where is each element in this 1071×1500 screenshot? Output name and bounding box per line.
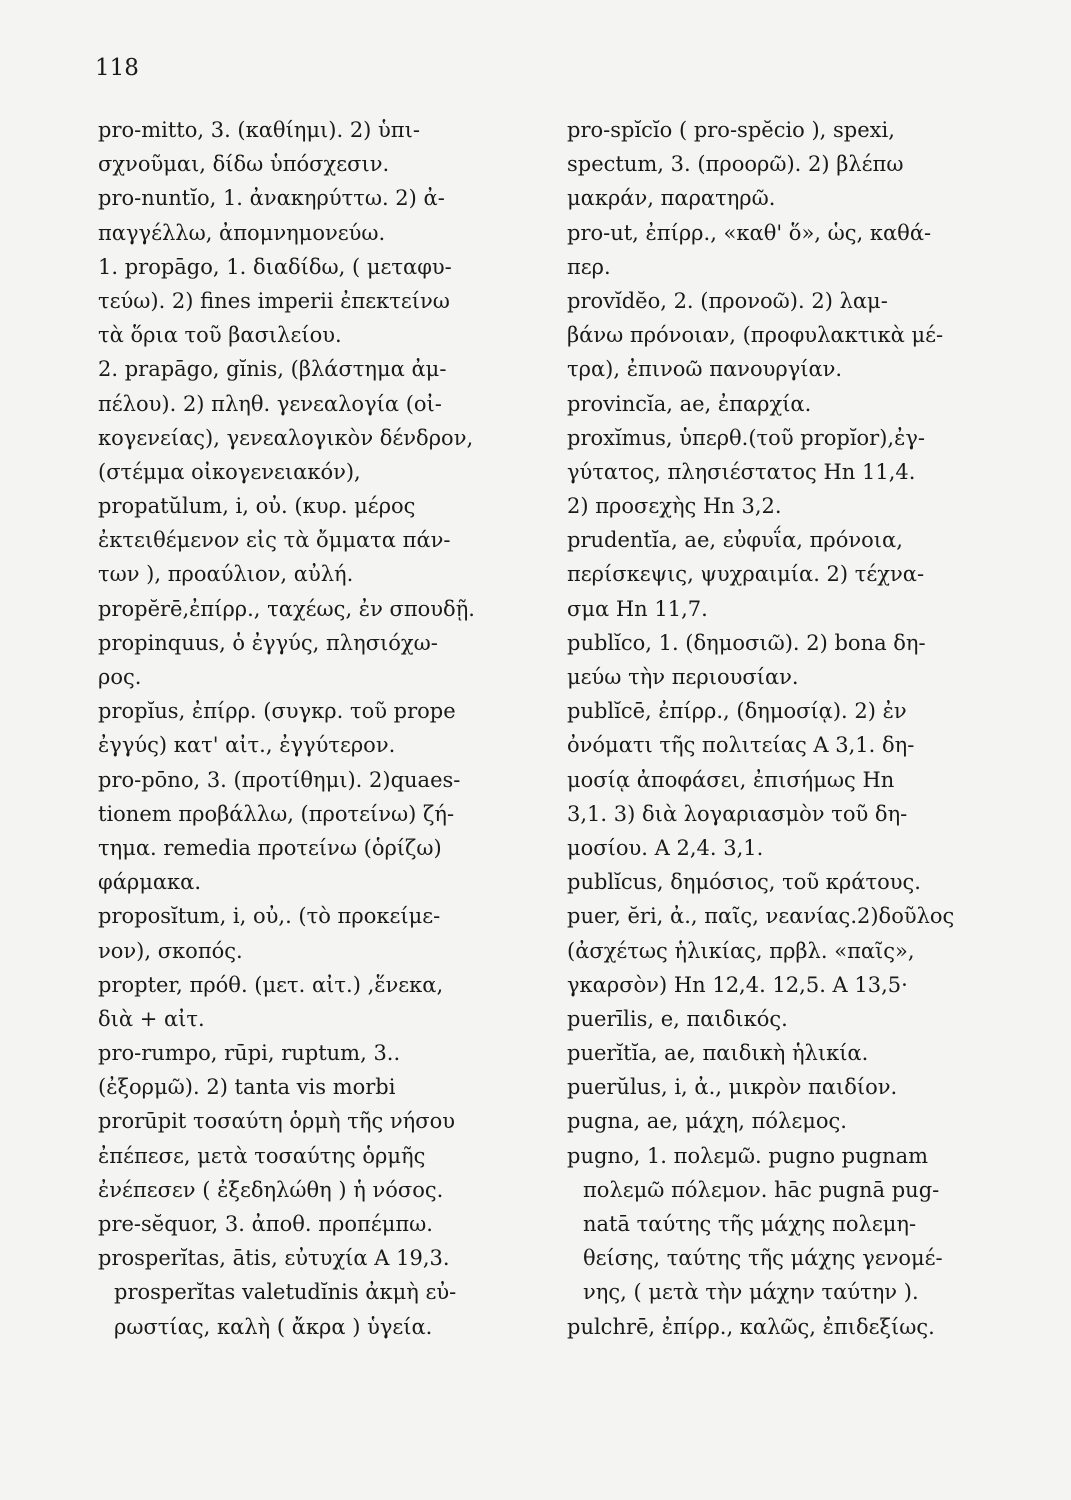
dictionary-line: τημα. remedia προτείνω (ὁρίζω) [98, 835, 442, 860]
dictionary-line: publĭco, 1. (δημοσιῶ). 2) bona δη- [567, 630, 926, 655]
dictionary-line: pre-sĕquor, 3. ἀποθ. προπέμπω. [98, 1212, 433, 1236]
dictionary-line: natā ταύτης τῆς μάχης πολεμη- [583, 1212, 917, 1236]
dictionary-line: ρωστίας, καλὴ ( ἄκρα ) ὑγεία. [114, 1314, 433, 1339]
dictionary-line: μοσίᾳ ἀποφάσει, ἐπισήμως Hn [567, 767, 895, 792]
dictionary-line: propter, πρόθ. (μετ. αἰτ.) ,ἕνεκα, [98, 972, 444, 997]
dictionary-line: prudentĭa, ae, εὐφυΐα, πρόνοια, [567, 528, 903, 553]
dictionary-line: pro-spĭcĭo ( pro-spĕcio ), spexi, [567, 118, 895, 142]
dictionary-line: tionem προβάλλω, (προτείνω) ζή- [98, 801, 455, 826]
dictionary-line: provincĭa, ae, ἐπαρχία. [567, 391, 812, 416]
dictionary-line: γύτατος, πλησιέστατος Hn 11,4. [567, 459, 916, 484]
dictionary-line: περίσκεψις, ψυχραιμία. 2) τέχνα- [567, 562, 925, 587]
dictionary-line: γκαρσὸν) Hn 12,4. 12,5. A 13,5· [567, 972, 908, 997]
dictionary-line: των ), προαύλιον, αὐλή. [98, 562, 354, 587]
dictionary-line: ἐνέπεσεν ( ἐξεδηλώθη ) ἡ νόσος. [98, 1177, 444, 1202]
dictionary-line: ἐκτειθέμενον εἰς τὰ ὄμματα πάν- [98, 528, 451, 553]
dictionary-line: pugno, 1. πολεμῶ. pugno pugnam [567, 1143, 929, 1168]
dictionary-line: pro-mitto, 3. (καθίημι). 2) ὑπι- [98, 118, 420, 142]
dictionary-line: pugna, ae, μάχη, πόλεμος. [567, 1109, 847, 1134]
dictionary-line: σμα Hn 11,7. [567, 596, 708, 621]
dictionary-line: puerīlis, e, παιδικός. [567, 1006, 788, 1031]
dictionary-line: publĭcus, δημόσιος, τοῦ κράτους. [567, 870, 921, 895]
right-column [567, 113, 1007, 1344]
dictionary-line: βάνω πρόνοιαν, (προφυλακτικὰ μέ- [567, 323, 944, 348]
dictionary-line: τὰ ὅρια τοῦ βασιλείου. [98, 323, 342, 348]
dictionary-line: pro-rumpo, rūpi, ruptum, 3.. [98, 1041, 401, 1066]
dictionary-line: pulchrē, ἐπίρρ., καλῶς, ἐπιδεξίως. [567, 1314, 935, 1339]
dictionary-line: νης, ( μετὰ τὴν μάχην ταύτην ). [583, 1280, 919, 1305]
page-number: 118 [95, 55, 139, 81]
dictionary-line: φάρμακα. [98, 870, 202, 895]
left-column [98, 113, 538, 1344]
dictionary-line: περ. [567, 254, 611, 279]
dictionary-line: πέλου). 2) πληθ. γενεαλογία (οἰ- [98, 391, 442, 416]
dictionary-line: 2. prapāgo, gĭnis, (βλάστημα ἀμ- [98, 357, 447, 382]
dictionary-line: propinquus, ὁ ἐγγύς, πλησιόχω- [98, 630, 438, 655]
dictionary-line: σχνοῦμαι, δίδω ὑπόσχεσιν. [98, 152, 390, 177]
dictionary-line: νον), σκοπός. [98, 938, 243, 963]
dictionary-line: propatŭlum, i, οὐ. (κυρ. μέρος [98, 494, 416, 519]
dictionary-line: ἐπέπεσε, μετὰ τοσαύτης ὁρμῆς [98, 1143, 426, 1168]
dictionary-line: pro-nuntĭo, 1. ἀνακηρύττω. 2) ἀ- [98, 186, 445, 211]
dictionary-line: prosperĭtas, ātis, εὐτυχία A 19,3. [98, 1246, 450, 1271]
dictionary-line: (στέμμα οἰκογενειακόν), [98, 459, 361, 484]
dictionary-line: μεύω τὴν περιουσίαν. [567, 665, 799, 689]
dictionary-line: propĭus, ἐπίρρ. (συγκρ. τοῦ prope [98, 699, 456, 724]
dictionary-line: ἐγγύς) κατ' αἰτ., ἐγγύτερον. [98, 733, 396, 758]
dictionary-line: pro-pōno, 3. (προτίθημι). 2)quaes- [98, 767, 461, 792]
dictionary-line: pro-ut, ἐπίρρ., «καθ' ὅ», ὡς, καθά- [567, 220, 932, 245]
dictionary-line: prorūpit τοσαύτη ὁρμὴ τῆς νήσου [98, 1109, 455, 1134]
dictionary-line: 3,1. 3) διὰ λογαριασμὸν τοῦ δη- [567, 801, 908, 826]
dictionary-line: κογενείας), γενεαλογικὸν δένδρον, [98, 425, 474, 450]
dictionary-line: puerŭlus, i, ἀ., μικρὸν παιδίον. [567, 1075, 898, 1100]
dictionary-line: (ἐξορμῶ). 2) tanta vis morbi [98, 1075, 396, 1100]
dictionary-line: μοσίου. A 2,4. 3,1. [567, 835, 764, 860]
dictionary-line: πολεμῶ πόλεμον. hāc pugnā pug- [583, 1177, 940, 1202]
dictionary-line: (ἀσχέτως ἡλικίας, πρβλ. «παῖς», [567, 938, 915, 963]
dictionary-line: proposĭtum, i, οὐ,. (τὸ προκείμε- [98, 904, 441, 929]
dictionary-line: spectum, 3. (προορῶ). 2) βλέπω [567, 152, 904, 177]
dictionary-line: publĭcē, ἐπίρρ., (δημοσίᾳ). 2) ἐν [567, 699, 907, 724]
dictionary-line: puer, ĕri, ἀ., παῖς, νεανίας.2)δοῦλος [567, 904, 955, 929]
dictionary-line: ὀνόματι τῆς πολιτείας A 3,1. δη- [567, 733, 915, 758]
dictionary-line: 1. propāgo, 1. διαδίδω, ( μεταφυ- [98, 254, 452, 279]
dictionary-line: θείσης, ταύτης τῆς μάχης γενομέ- [583, 1246, 943, 1271]
dictionary-line: 2) προσεχὴς Hn 3,2. [567, 494, 782, 519]
dictionary-line: provĭdĕo, 2. (προνοῶ). 2) λαμ- [567, 288, 888, 313]
dictionary-line: ρος. [98, 665, 142, 689]
dictionary-line: τρα), ἐπινοῶ πανουργίαν. [567, 357, 843, 382]
dictionary-line: τεύω). 2) fines imperii ἐπεκτείνω [98, 288, 450, 313]
dictionary-line: παγγέλλω, ἀπομνημονεύω. [98, 220, 386, 245]
dictionary-line: prosperĭtas valetudĭnis ἀκμὴ εὐ- [114, 1280, 457, 1305]
dictionary-line: διὰ + αἰτ. [98, 1006, 205, 1031]
dictionary-line: propĕrē,ἐπίρρ., ταχέως, ἐν σπουδῇ. [98, 596, 475, 621]
dictionary-line: puerĭtĭa, ae, παιδικὴ ἡλικία. [567, 1041, 869, 1066]
dictionary-line: proxĭmus, ὑπερθ.(τοῦ propĭor),ἐγ- [567, 425, 926, 450]
dictionary-line: μακράν, παρατηρῶ. [567, 186, 776, 211]
